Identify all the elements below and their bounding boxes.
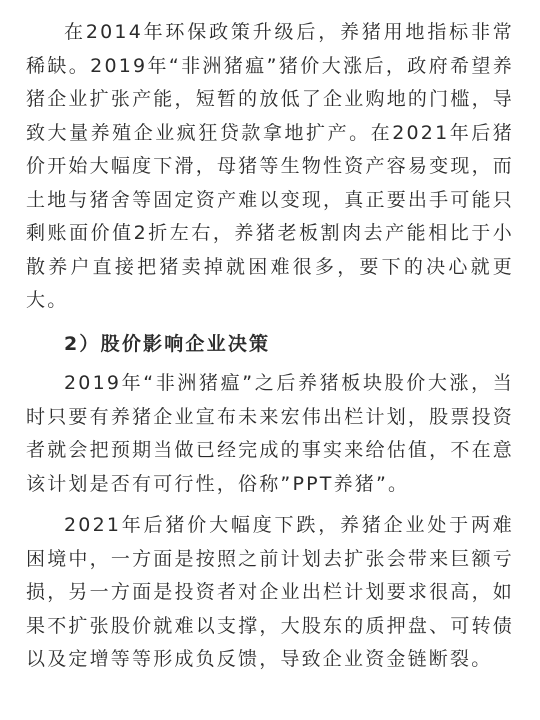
paragraph-land-policy: 在2014年环保政策升级后，养猪用地指标非常稀缺。2019年“非洲猪瘟”猪价大涨后，政府希望养猪企业扩张产能，短暂的放低了企业购地的门槛，导致大量养殖企业疯狂贷款拿地扩产。在2021年后猪价开始大幅度下滑，母猪等生物性资产容易变现，而土地与猪舍等固定资产难以变现，真正要出手可能只剩账面价值2折左右，养猪老板割肉去产能相比于小散养户直接把猪卖掉就困难很多，要下的决心就更大。 <box>26 21 514 311</box>
paragraph-ppt-pig-farming: 2019年“非洲猪瘟”之后养猪板块股价大涨，当时只要有养猪企业宣布未来宏伟出栏计划，股票投资者就会把预期当做已经完成的事实来给估值，不在意该计划是否有可行性，俗称”PPT养猪”。 <box>26 372 514 495</box>
paragraph-funding-chain: 2021年后猪价大幅度下跌，养猪企业处于两难困境中，一方面是按照之前计划去扩张会带来巨额亏损，另一方面是投资者对企业出栏计划要求很高，如果不扩张股价就难以支撑，大股东的质押盘、可转债以及定增等等形成负反馈，导致企业资金链断裂。 <box>26 514 514 670</box>
section-heading-stock-price: 2）股价影响企业决策 <box>64 332 271 355</box>
